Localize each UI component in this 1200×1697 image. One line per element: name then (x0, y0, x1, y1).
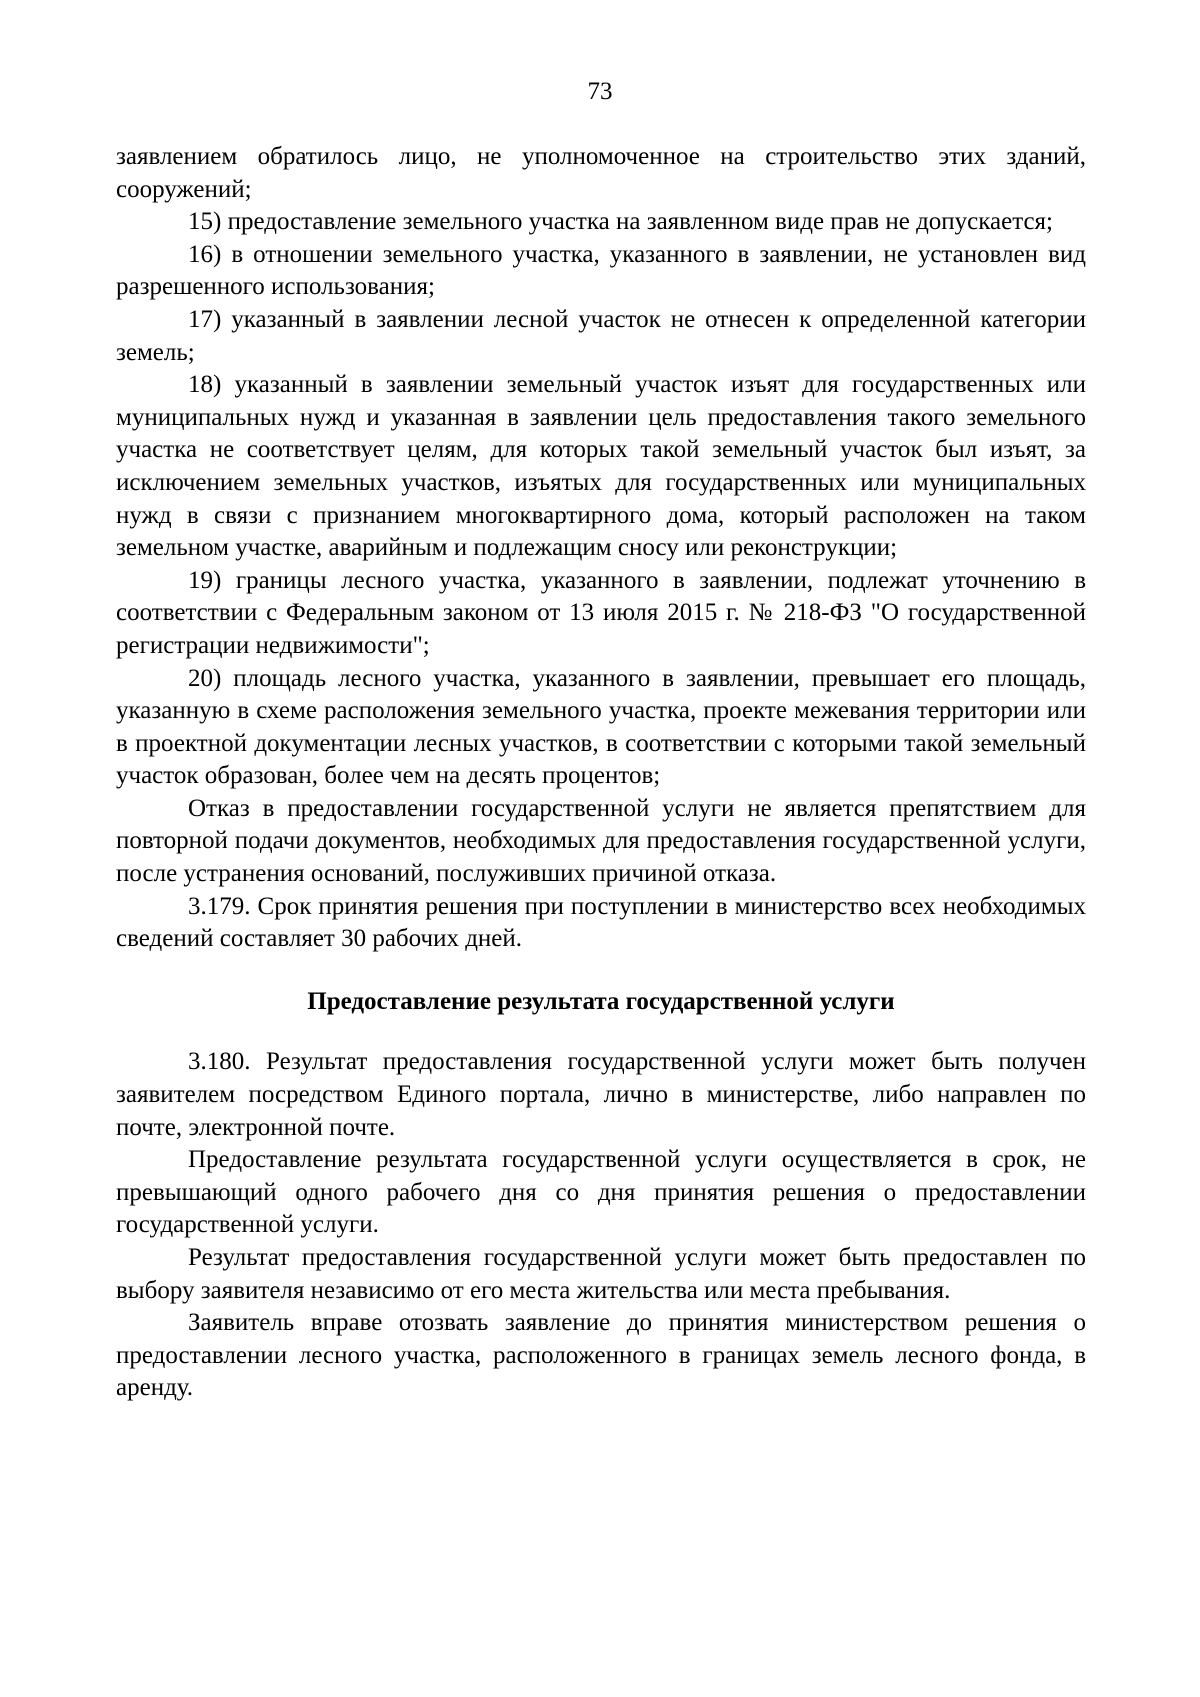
refusal-note-paragraph: Отказ в предоставлении государственной услуги не является препятствием для повторной подачи документов, необходимых для предоставления государственной услуги, после устранения оснований, послуживших причиной отказа. (116, 794, 1086, 888)
result-timing-paragraph: Предоставление результата государственной услуги осуществляется в срок, не превышающий одного рабочего дня со дня принятия решения о предоставлении государственной услуги. (116, 1146, 1086, 1239)
clause-3-180: 3.180. Результат предоставления государственной услуги может быть получен заявителем посредством Единого портала, лично в министерстве, либо направлен по почте, электронной почте. (116, 1048, 1086, 1141)
document-body (116, 141, 1086, 1405)
list-item-15: 15) предоставление земельного участка на заявленном виде прав не допускается; (188, 208, 1053, 236)
page-number: 73 (587, 78, 613, 105)
paragraph-continuation: заявлением обратилось лицо, не уполномоченное на строительство этих зданий, сооружений; (116, 143, 1086, 203)
clause-3-179: 3.179. Срок принятия решения при поступлении в министерство всех необходимых сведений составляет 30 рабочих дней. (116, 892, 1086, 953)
list-item-17: 17) указанный в заявлении лесной участок не отнесен к определенной категории земель; (116, 305, 1086, 366)
list-item-16: 16) в отношении земельного участка, указанного в заявлении, не установлен вид разрешенного использования; (116, 240, 1086, 301)
list-item-20: 20) площадь лесного участка, указанного в заявлении, превышает его площадь, указанную в схеме расположения земельного участка, проекте межевания территории или в проектной документации лесных участков, в соответствии с которыми такой земельный участок образован, более чем на десять процентов; (116, 664, 1086, 790)
list-item-18: 18) указанный в заявлении земельный участок изъят для государственных или муниципальных нужд и указанная в заявлении цель предоставления такого земельного участка не соответствует целям, для которых такой земельный участок был изъят, за исключением земельных участков, изъятых для государственных или муниципальных нужд в связи с признанием многоквартирного дома, который расположен на таком земельном участке, аварийным и подлежащим сносу или реконструкции; (116, 371, 1086, 562)
section-heading: Предоставление результата государственной услуги (307, 987, 895, 1015)
result-delivery-paragraph: Результат предоставления государственной услуги может быть предоставлен по выбору заявителя независимо от его места жительства или места пребывания. (116, 1244, 1086, 1304)
list-item-19: 19) границы лесного участка, указанного в заявлении, подлежат уточнению в соответствии с Федеральным законом от 13 июля 2015 г. № 218-ФЗ "О государственной регистрации недвижимости"; (116, 566, 1086, 659)
withdrawal-paragraph: Заявитель вправе отозвать заявление до принятия министерством решения о предоставлении лесного участка, расположенного в границах земель лесного фонда, в аренду. (116, 1309, 1086, 1402)
